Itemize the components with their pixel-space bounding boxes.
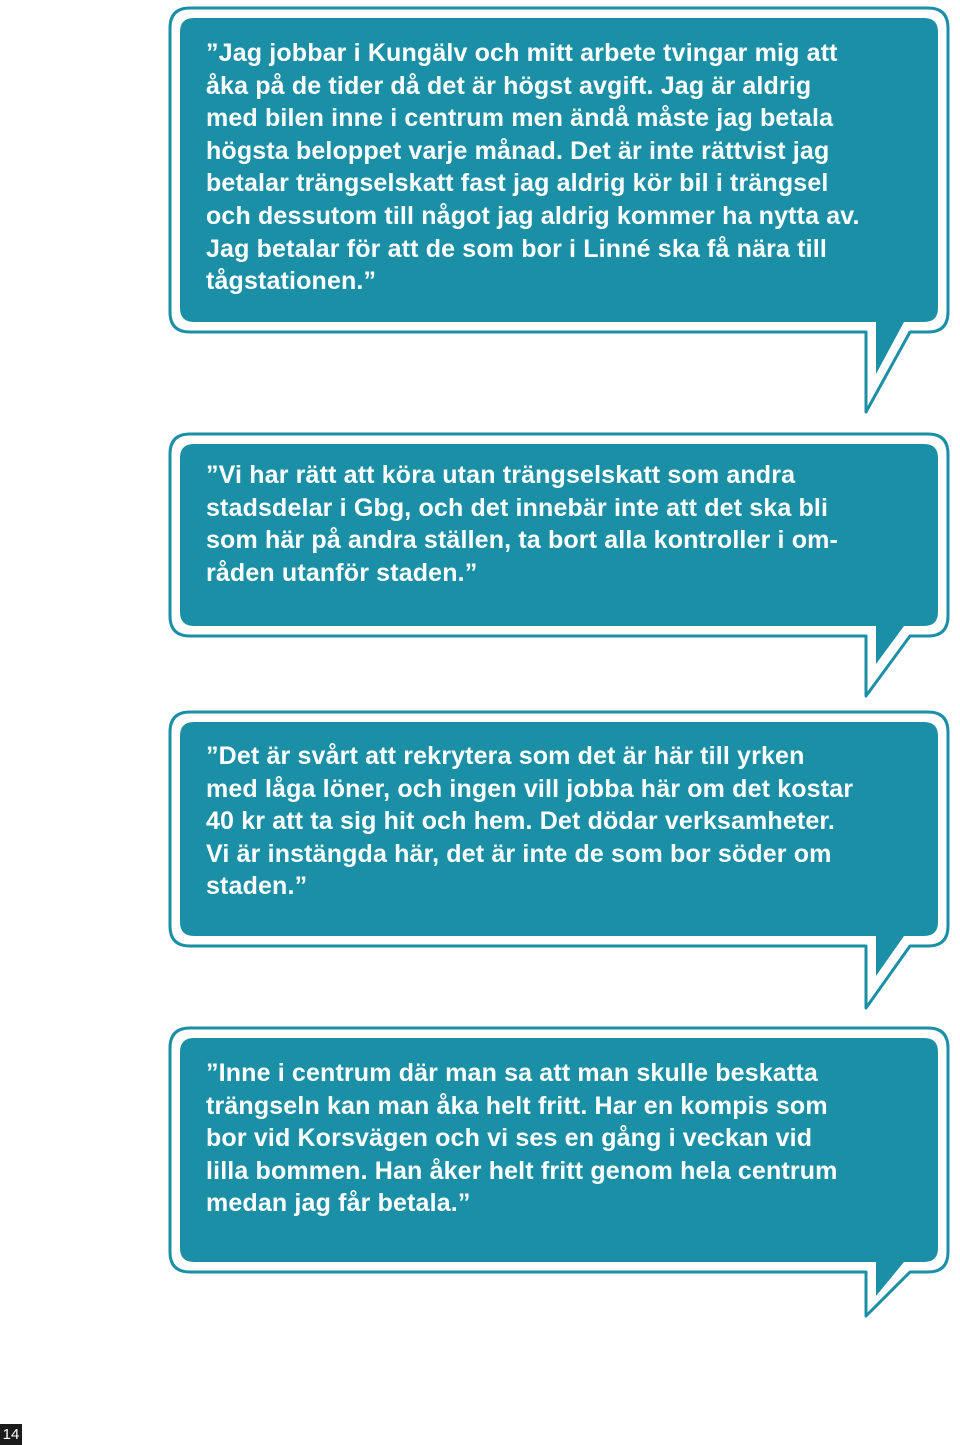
quote-text: ”Det är svårt att rekrytera som det är här till yrken med låga löner, och ingen vill jobba här om det kostar 40 kr att ta sig hit och hem. Det dödar verksamheter. Vi är instängda här, det är inte de som bor söder om staden.” bbox=[206, 742, 854, 901]
quote-text: ”Inne i centrum där man sa att man skulle beskatta trängseln kan man åka helt fritt. Har en kompis som bor vid Korsvägen och vi ses en gång i veckan vid lilla bommen. Han åker helt fritt genom hela centrum medan jag får betala.” bbox=[206, 1059, 838, 1218]
speech-bubble-3 bbox=[0, 700, 960, 1020]
speech-bubble-1 bbox=[0, 0, 960, 420]
speech-bubble-2 bbox=[0, 420, 960, 700]
page-number: 14 bbox=[0, 1424, 22, 1445]
quote-text: ”Jag jobbar i Kungälv och mitt arbete tvingar mig att åka på de tider då det är högst avgift. Jag är aldrig med bilen inne i centrum men ändå måste jag betala högsta beloppet varje månad. Det är inte rättvist jag betalar trängselskatt fast jag aldrig kör bil i trängsel och dessutom till något jag aldrig kommer ha nytta av. Jag betalar för att de som bor i Linné ska få nära till tågstationen.” bbox=[206, 39, 860, 296]
quote-text: ”Vi har rätt att köra utan trängselskatt som andra stadsdelar i Gbg, och det innebär inte att det ska bli som här på andra ställen, ta bort alla kontroller i om- råden utanför staden.” bbox=[206, 461, 839, 587]
speech-bubble-4 bbox=[0, 1020, 960, 1320]
